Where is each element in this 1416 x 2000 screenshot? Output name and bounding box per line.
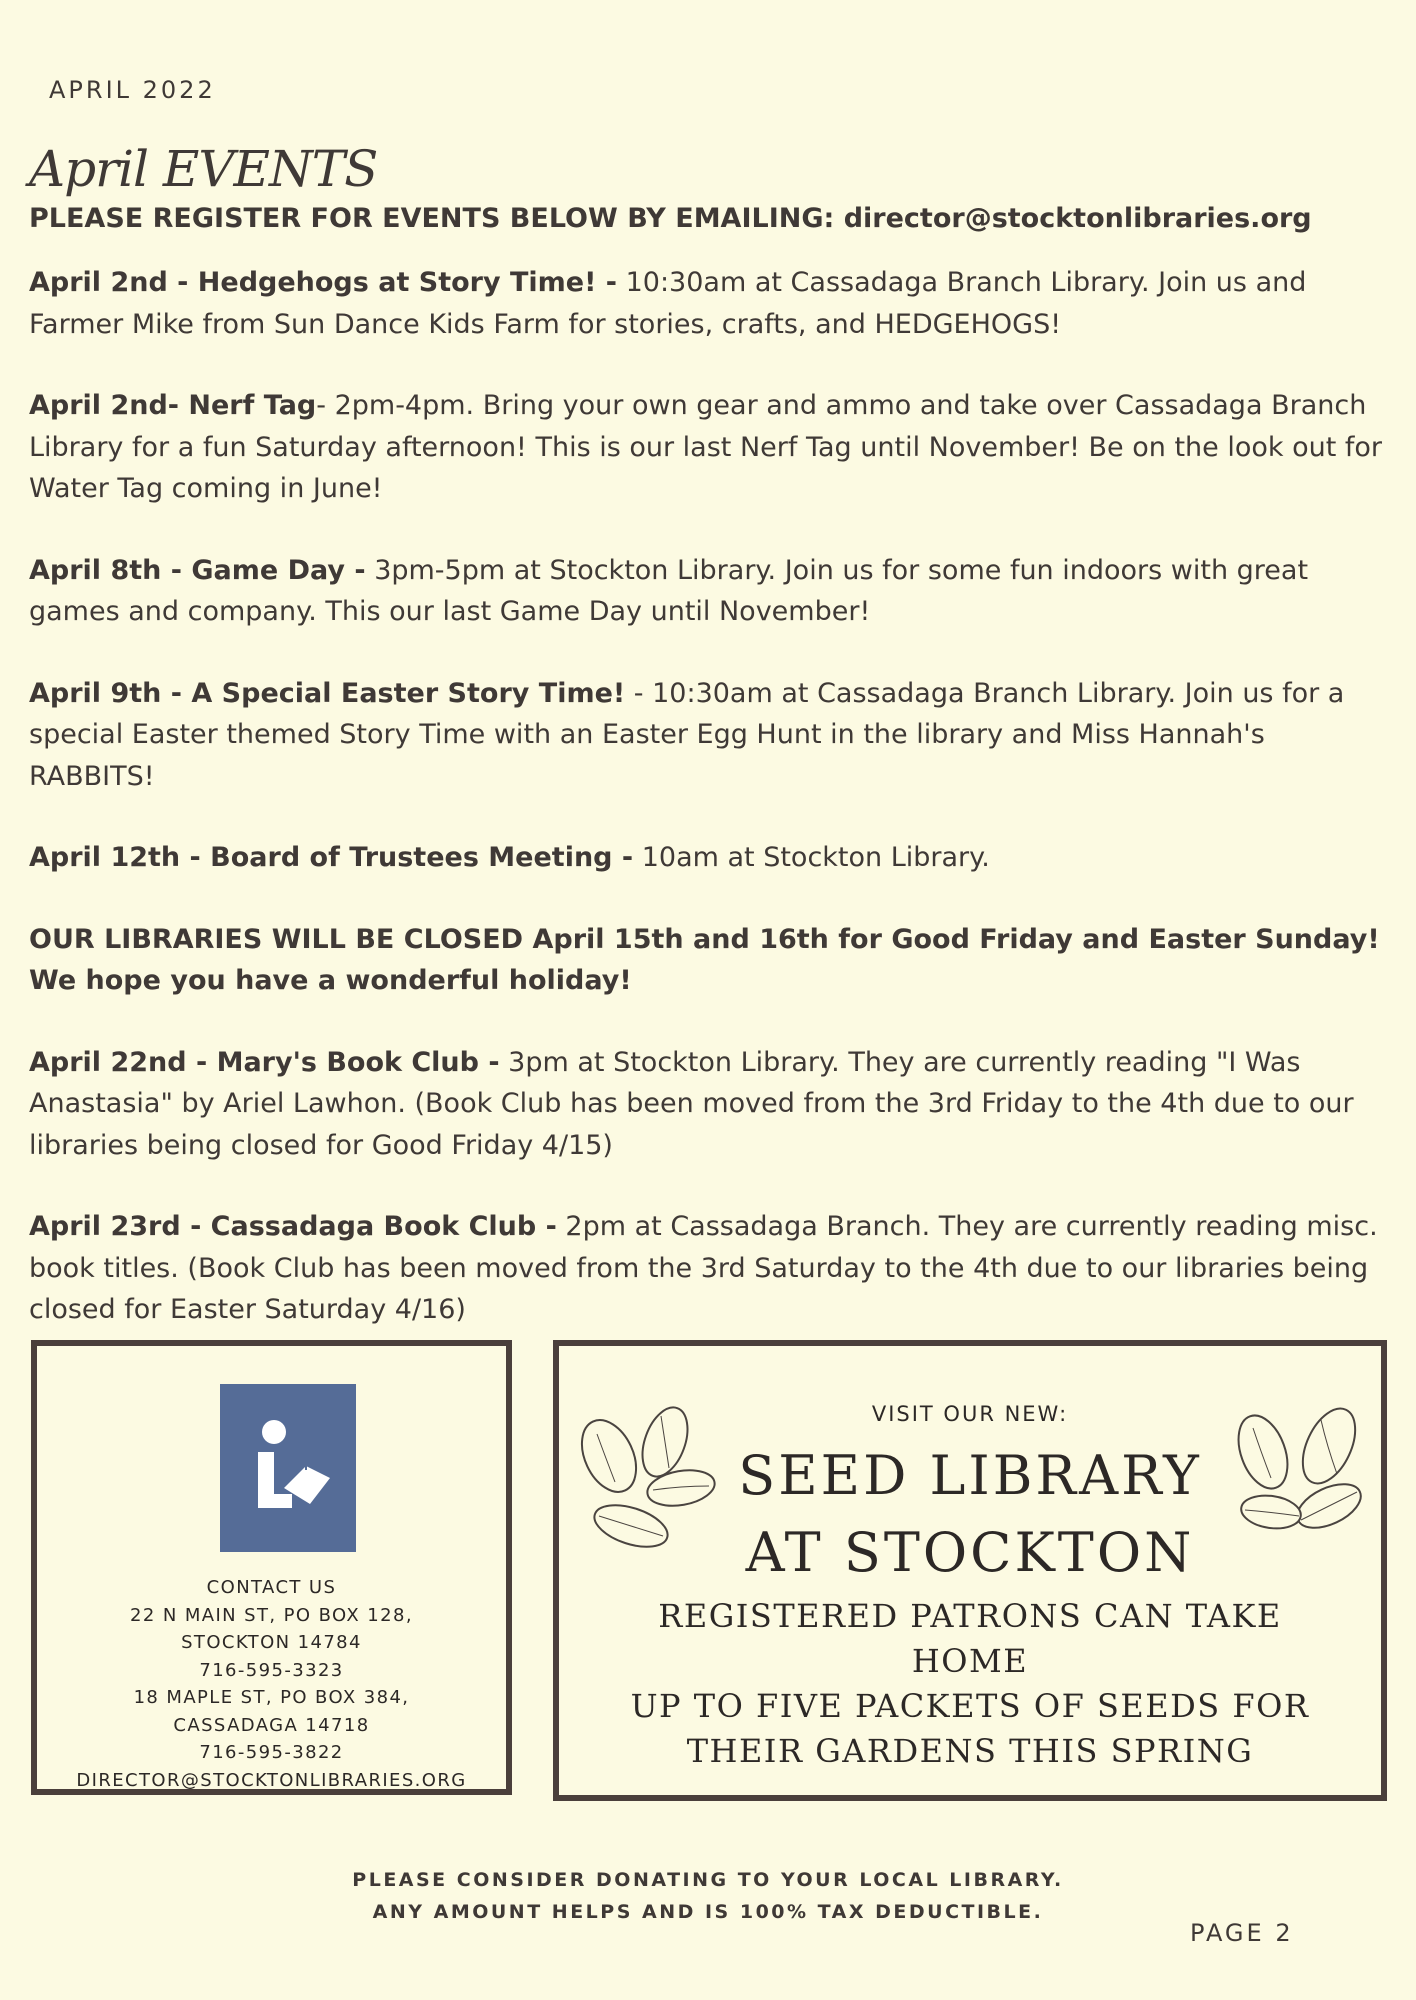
- contact-line: 716-595-3822: [199, 1742, 344, 1763]
- donation-line-1: PLEASE CONSIDER DONATING TO YOUR LOCAL LIBRARY.: [352, 1869, 1064, 1891]
- seed-library-box: [553, 1340, 1387, 1801]
- event-details: 2pm at Cassadaga Branch. They are currently reading misc. book titles. (Book Club has been moved from the 3rd Saturday to the 4th due to our libraries being closed for Easter Saturday 4/16): [29, 1211, 1378, 1325]
- event-heading: April 23rd - Cassadaga Book Club -: [29, 1211, 557, 1242]
- event-item: [29, 673, 1394, 798]
- seed-description-line: UP TO FIVE PACKETS OF SEEDS FOR: [630, 1687, 1310, 1725]
- contact-line: 716-595-3323: [199, 1659, 344, 1681]
- event-details: 3pm at Stockton Library. They are currently reading "I Was Anastasia" by Ariel Lawhon. (Book Club has been moved from the 3rd Friday to the 4th due to our libraries being closed for Good Friday 4/15): [29, 1046, 1354, 1161]
- contact-line: 18 MAPLE ST, PO BOX 384,: [133, 1687, 410, 1708]
- closure-notice: OUR LIBRARIES WILL BE CLOSED April 15th and 16th for Good Friday and Easter Sunday! We hope you have a wonderful holiday!: [29, 923, 1380, 996]
- page-number: PAGE 2: [1190, 1919, 1294, 1947]
- contact-email[interactable]: DIRECTOR@STOCKTONLIBRARIES.ORG: [76, 1769, 467, 1791]
- event-heading: April 8th - Game Day -: [29, 554, 366, 586]
- event-details: - 2pm-4pm. Bring your own gear and ammo and take over Cassadaga Branch Library for a fun Saturday afternoon! This is our last Nerf Tag until November! Be on the look out for Water Tag coming in June!: [29, 390, 1383, 504]
- library-reader-icon: [220, 1384, 356, 1552]
- contact-line: STOCKTON 14784: [181, 1632, 362, 1653]
- event-details: - 10:30am at Cassadaga Branch Library. Join us for a special Easter themed Story Time with an Easter Egg Hunt in the library and Miss Hannah's RABBITS!: [29, 677, 1345, 792]
- newsletter-date: APRIL 2022: [49, 76, 216, 104]
- event-item: [29, 1206, 1394, 1331]
- contact-line: 22 N MAIN ST, PO BOX 128,: [130, 1604, 413, 1626]
- seed-description-line: REGISTERED PATRONS CAN TAKE HOME: [658, 1597, 1282, 1680]
- event-heading: April 9th - A Special Easter Story Time!: [29, 677, 626, 709]
- event-details: 10:30am at Cassadaga Branch Library. Join us and Farmer Mike from Sun Dance Kids Farm for stories, crafts, and HEDGEHOGS!: [29, 267, 1307, 340]
- contact-heading: CONTACT US: [206, 1577, 337, 1598]
- event-item: [29, 1042, 1394, 1167]
- contact-line: CASSADAGA 14718: [173, 1714, 370, 1736]
- event-heading: April 2nd- Nerf Tag: [29, 390, 317, 421]
- events-list: [29, 262, 1394, 1371]
- event-item: [29, 385, 1394, 510]
- event-heading: April 2nd - Hedgehogs at Story Time! -: [29, 267, 618, 298]
- event-item: [29, 837, 1394, 879]
- event-details: 10am at Stockton Library.: [633, 842, 990, 873]
- contact-info: [37, 1574, 506, 1794]
- event-heading: April 12th - Board of Trustees Meeting -: [29, 842, 634, 873]
- event-heading: April 22nd - Mary's Book Club -: [29, 1046, 500, 1078]
- seed-title-line-2: AT STOCKTON: [745, 1521, 1195, 1584]
- seed-title-line-1: SEED LIBRARY: [738, 1444, 1202, 1507]
- page-title: April EVENTS: [29, 140, 378, 198]
- donation-line-2: ANY AMOUNT HELPS AND IS 100% TAX DEDUCTIBLE.: [372, 1901, 1044, 1923]
- contact-box: [31, 1340, 512, 1795]
- event-item: [29, 550, 1394, 633]
- register-notice: PLEASE REGISTER FOR EVENTS BELOW BY EMAILING: director@stocktonlibraries.org: [29, 203, 1312, 234]
- event-details: 3pm-5pm at Stockton Library. Join us for some fun indoors with great games and company. This our last Game Day until November!: [29, 554, 1309, 627]
- seed-description-line: THEIR GARDENS THIS SPRING: [686, 1732, 1254, 1770]
- seed-visit-label: VISIT OUR NEW:: [871, 1402, 1069, 1426]
- seed-description: [599, 1594, 1341, 1774]
- event-item: [29, 262, 1394, 345]
